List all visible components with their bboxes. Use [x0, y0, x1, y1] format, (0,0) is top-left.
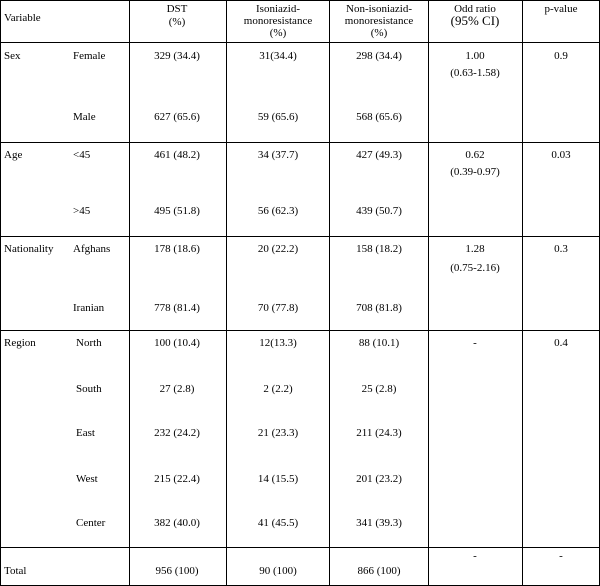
total-label: Total — [4, 565, 27, 577]
iso-north: 12(13.3) — [259, 337, 297, 349]
rule-col3 — [329, 0, 330, 586]
noniso-center: 341 (39.3) — [356, 517, 402, 529]
category-afghans: Afghans — [73, 243, 111, 255]
noniso-iranian: 708 (81.8) — [356, 302, 402, 314]
header-odd-ratio-line1: Odd ratio — [454, 3, 496, 15]
category-iranian: Iranian — [73, 302, 105, 314]
iso-female: 31(34.4) — [259, 50, 297, 62]
group-variable-region: Region — [4, 337, 36, 349]
dst-west: 215 (22.4) — [154, 473, 200, 485]
iso-center: 41 (45.5) — [257, 517, 299, 529]
header-iso-line2: monoresistance — [243, 15, 313, 27]
dst-under-45: 461 (48.2) — [154, 149, 200, 161]
p-value-age: 0.03 — [551, 149, 571, 161]
dst-center: 382 (40.0) — [154, 517, 200, 529]
iso-east: 21 (23.3) — [257, 427, 299, 439]
header-noniso-line1: Non-isoniazid- — [346, 3, 412, 15]
iso-under-45: 34 (37.7) — [257, 149, 299, 161]
rule-col2 — [226, 0, 227, 586]
p-value-sex: 0.9 — [554, 50, 568, 62]
noniso-east: 211 (24.3) — [356, 427, 402, 439]
dst-north: 100 (10.4) — [154, 337, 200, 349]
rule-left — [0, 0, 1, 586]
dst-male: 627 (65.6) — [154, 111, 200, 123]
iso-male: 59 (65.6) — [257, 111, 299, 123]
category-north: North — [76, 337, 102, 349]
category-south: South — [76, 383, 102, 395]
noniso-female: 298 (34.4) — [356, 50, 402, 62]
ci-sex: (0.63-1.58) — [450, 67, 500, 79]
noniso-afghans: 158 (18.2) — [356, 243, 402, 255]
rule-col4 — [428, 0, 429, 586]
odd-ratio-region: - — [473, 337, 477, 349]
noniso-north: 88 (10.1) — [358, 337, 400, 349]
header-variable: Variable — [4, 12, 41, 24]
category-west: West — [76, 473, 98, 485]
header-iso-line3: (%) — [269, 27, 287, 39]
dst-over-45: 495 (51.8) — [154, 205, 200, 217]
group-variable-nationality: Nationality — [4, 243, 54, 255]
category-under-45: <45 — [73, 149, 91, 161]
category-center: Center — [76, 517, 106, 529]
p-value-region: 0.4 — [554, 337, 568, 349]
iso-west: 14 (15.5) — [257, 473, 299, 485]
total-p-value: - — [559, 550, 563, 562]
header-noniso-line2: monoresistance — [344, 15, 414, 27]
noniso-under-45: 427 (49.3) — [356, 149, 402, 161]
rule-age — [0, 236, 600, 237]
noniso-over-45: 439 (50.7) — [356, 205, 402, 217]
group-variable-sex: Sex — [4, 50, 21, 62]
odd-ratio-age: 0.62 — [465, 149, 485, 161]
odd-ratio-nationality: 1.28 — [465, 243, 485, 255]
header-dst-line2: (%) — [168, 16, 186, 28]
total-odd-ratio: - — [473, 550, 477, 562]
total-noniso: 866 (100) — [357, 565, 401, 577]
total-dst: 956 (100) — [155, 565, 199, 577]
category-female: Female — [73, 50, 106, 62]
dst-afghans: 178 (18.6) — [154, 243, 200, 255]
category-over-45: >45 — [73, 205, 91, 217]
rule-region — [0, 547, 600, 548]
rule-col5 — [522, 0, 523, 586]
dst-east: 232 (24.2) — [154, 427, 200, 439]
header-dst-line1: DST — [166, 3, 188, 15]
dst-south: 27 (2.8) — [159, 383, 195, 395]
header-iso-line1: Isoniazid- — [256, 3, 300, 15]
iso-over-45: 56 (62.3) — [257, 205, 299, 217]
noniso-west: 201 (23.2) — [356, 473, 402, 485]
rule-nationality — [0, 330, 600, 331]
header-p-value: p-value — [544, 3, 578, 15]
rule-top — [0, 0, 600, 1]
iso-south: 2 (2.2) — [263, 383, 293, 395]
rule-header — [0, 42, 600, 43]
header-noniso-line3: (%) — [370, 27, 388, 39]
iso-afghans: 20 (22.2) — [257, 243, 299, 255]
noniso-south: 25 (2.8) — [361, 383, 397, 395]
dst-iranian: 778 (81.4) — [154, 302, 200, 314]
ci-age: (0.39-0.97) — [450, 166, 500, 178]
dst-female: 329 (34.4) — [154, 50, 200, 62]
odd-ratio-sex: 1.00 — [465, 50, 485, 62]
noniso-male: 568 (65.6) — [356, 111, 402, 123]
p-value-nationality: 0.3 — [554, 243, 568, 255]
rule-col1 — [129, 0, 130, 586]
category-male: Male — [73, 111, 96, 123]
category-east: East — [76, 427, 95, 439]
total-iso: 90 (100) — [259, 565, 297, 577]
iso-iranian: 70 (77.8) — [257, 302, 299, 314]
rule-sex — [0, 142, 600, 143]
header-odd-ratio-line2: (95% CI) — [450, 13, 500, 28]
group-variable-age: Age — [4, 149, 23, 161]
ci-nationality: (0.75-2.16) — [450, 262, 500, 274]
